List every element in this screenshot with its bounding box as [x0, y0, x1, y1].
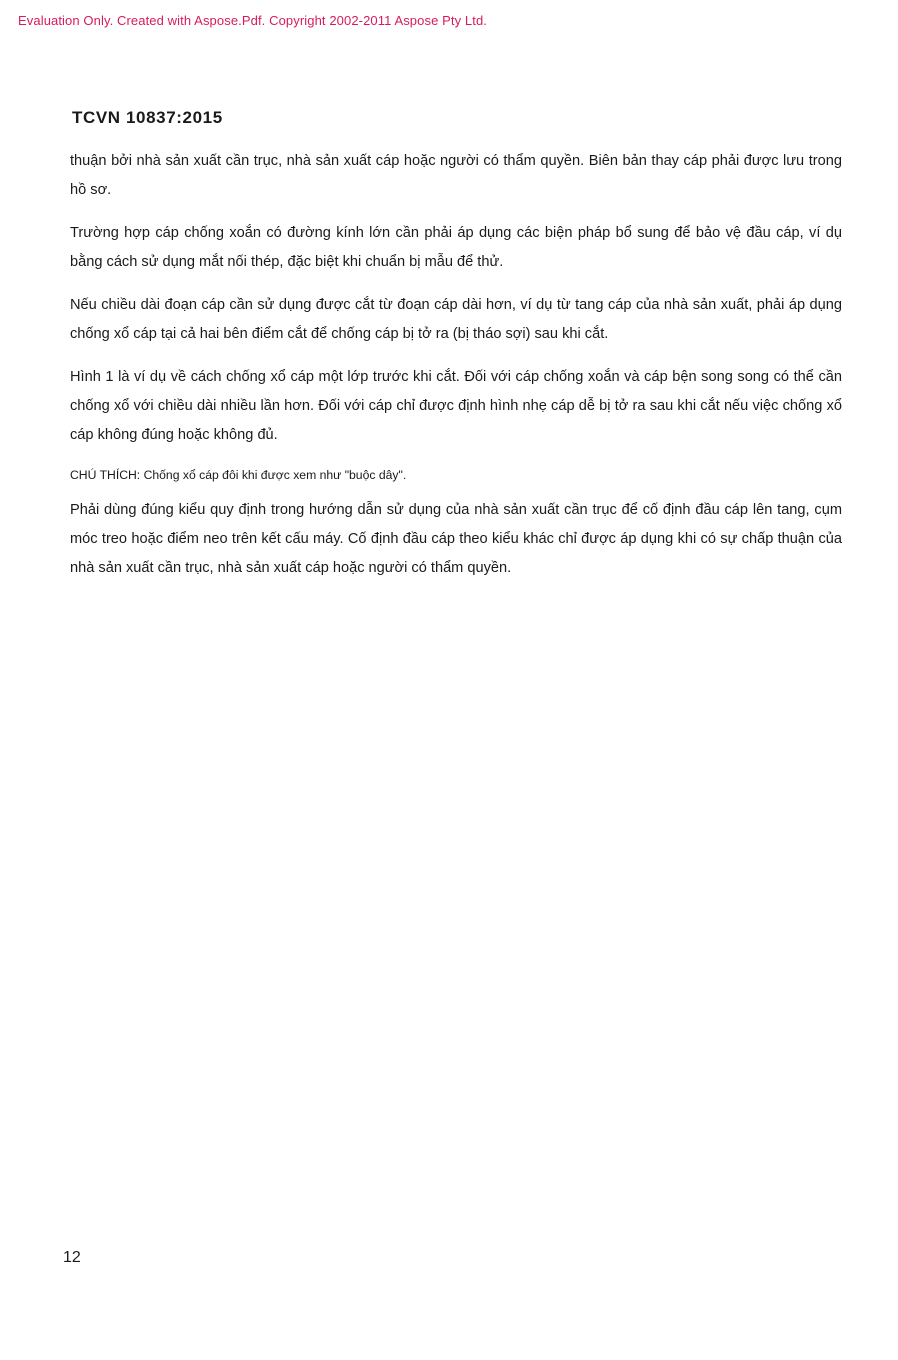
body-paragraph: thuận bởi nhà sản xuất cần trục, nhà sản xuất cáp hoặc người có thẩm quyền. Biên bản thay cáp phải được lưu trong hồ sơ.: [70, 153, 842, 198]
document-code: TCVN 10837:2015: [72, 108, 223, 127]
body-paragraph: Nếu chiều dài đoạn cáp cần sử dụng được cắt từ đoạn cáp dài hơn, ví dụ từ tang cáp của nhà sản xuất, phải áp dụng chống xổ cáp tại cả hai bên điểm cắt để chống cáp bị tở ra (bị tháo sợi) sau khi cắt.: [70, 297, 842, 342]
body-paragraph: Trường hợp cáp chống xoắn có đường kính lớn cần phải áp dụng các biện pháp bổ sung để bảo vệ đầu cáp, ví dụ bằng cách sử dụng mắt nối thép, đặc biệt khi chuẩn bị mẫu để thử.: [70, 225, 842, 270]
note-text: CHÚ THÍCH: Chống xổ cáp đôi khi được xem như "buộc dây".: [70, 468, 407, 482]
body-paragraph: Phải dùng đúng kiểu quy định trong hướng dẫn sử dụng của nhà sản xuất cần trục để cố định đầu cáp lên tang, cụm móc treo hoặc điểm neo trên kết cấu máy. Cố định đầu cáp theo kiểu khác chỉ được áp dụng khi có sự chấp thuận của nhà sản xuất cần trục, nhà sản xuất cáp hoặc người có thẩm quyền.: [70, 502, 842, 576]
watermark-text: Evaluation Only. Created with Aspose.Pdf. Copyright 2002-2011 Aspose Pty Ltd.: [18, 13, 487, 28]
page-number: 12: [63, 1249, 81, 1266]
body-paragraph: Hình 1 là ví dụ về cách chống xổ cáp một lớp trước khi cắt. Đối với cáp chống xoắn và cáp bện song song có thể cần chống xổ với chiều dài nhiều lần hơn. Đối với cáp chỉ được định hình nhẹ cáp dễ bị tở ra sau khi cắt nếu việc chống xổ cáp không đúng hoặc không đủ.: [70, 369, 842, 443]
document-body: [70, 147, 842, 597]
